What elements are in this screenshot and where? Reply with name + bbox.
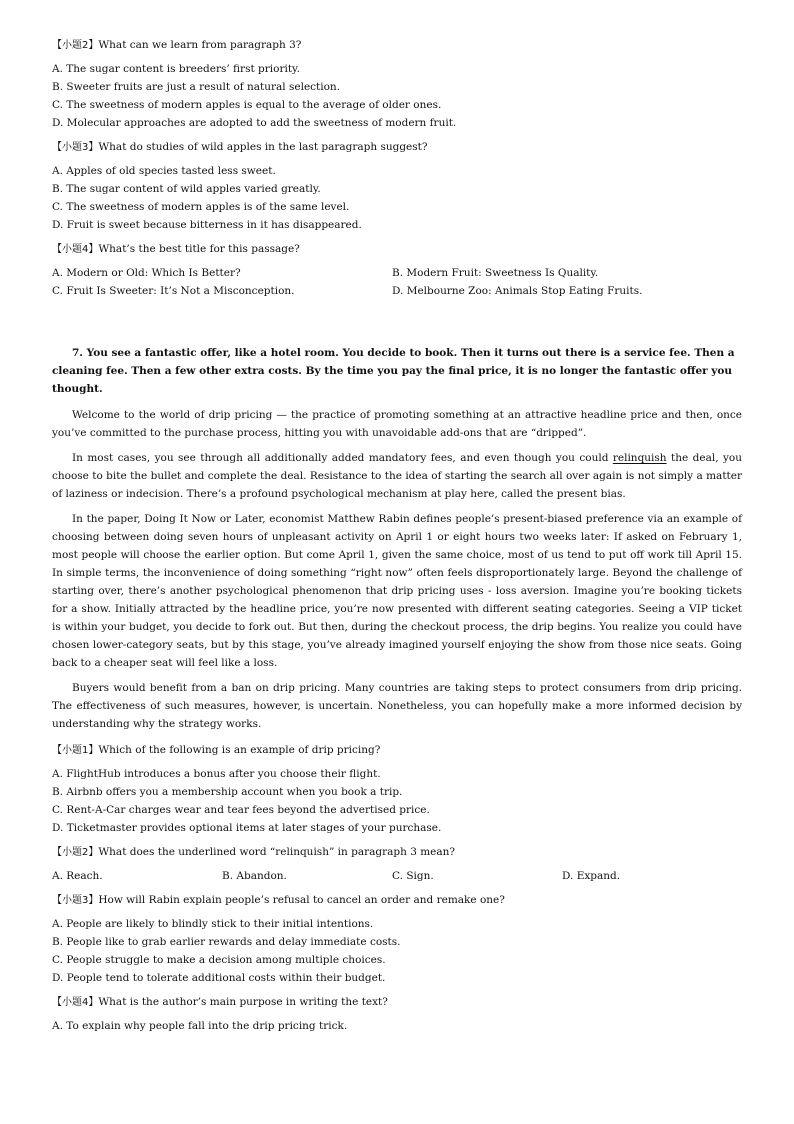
option: C. People struggle to make a decision among multiple choices. (52, 954, 386, 966)
question (52, 741, 742, 837)
question (52, 891, 742, 987)
option: C. The sweetness of modern apples is of the same level. (52, 201, 350, 213)
question-stem (52, 843, 742, 861)
option: A. The sugar content is breeders’ first priority. (52, 63, 300, 75)
document-page (52, 36, 742, 1035)
question-text: What is the author’s main purpose in writing the text? (98, 996, 388, 1008)
question-text: What does the underlined word “relinquish” in paragraph 3 mean? (98, 846, 456, 858)
option: B. Sweeter fruits are just a result of natural selection. (52, 81, 341, 93)
option-list (52, 60, 742, 132)
passage-paragraph (52, 449, 742, 503)
option: A. Apples of old species tasted less sweet. (52, 165, 276, 177)
option: C. Sign. (392, 870, 434, 882)
question (52, 843, 742, 885)
option-list (52, 162, 742, 234)
option-list (52, 915, 742, 987)
option: A. Modern or Old: Which Is Better? (52, 267, 241, 279)
option-list (52, 264, 742, 300)
option: A. Reach. (52, 870, 103, 882)
question-text: How will Rabin explain people’s refusal to cancel an order and remake one? (98, 894, 505, 906)
question-block-1 (52, 36, 742, 300)
passage-paragraph: Welcome to the world of drip pricing — the practice of promoting something at an attractive headline price and then, once you’ve committed to the purchase process, hitting you with unavoidable add-ons that are “dripped”. (52, 409, 742, 439)
option: C. Fruit Is Sweeter: It’s Not a Misconception. (52, 285, 295, 297)
question (52, 993, 742, 1035)
passage-heading: 7. You see a fantastic offer, like a hotel room. You decide to book. Then it turns out there is a service fee. Then a cleaning fee. Then a few other extra costs. By the time you pay the final price, it is no longer the fantastic offer you thought. (52, 347, 735, 395)
question-tag: 【小题2】 (52, 847, 99, 858)
question-text: Which of the following is an example of drip pricing? (98, 744, 381, 756)
question-text: What do studies of wild apples in the last paragraph suggest? (98, 141, 428, 153)
option: B. Modern Fruit: Sweetness Is Quality. (392, 267, 599, 279)
option: C. The sweetness of modern apples is equal to the average of older ones. (52, 99, 442, 111)
question-text: What’s the best title for this passage? (98, 243, 300, 255)
question-block-2 (52, 741, 742, 1035)
option: D. People tend to tolerate additional costs within their budget. (52, 972, 386, 984)
paragraph-text: the deal, you choose to bite the bullet and complete the deal. Resistance to the idea of starting the search all over again is not simply a matter of laziness or indecision. There’s a profound psychological mechanism at play here, called the present bias. (52, 452, 742, 500)
option: A. To explain why people fall into the drip pricing trick. (52, 1020, 348, 1032)
option: B. Abandon. (222, 870, 287, 882)
option: D. Expand. (562, 870, 621, 882)
option-list (52, 765, 742, 837)
passage-paragraph: Buyers would benefit from a ban on drip pricing. Many countries are taking steps to protect consumers from drip pricing. The effectiveness of such measures, however, is uncertain. Nonetheless, you can hopefully make a more informed decision by understanding why the strategy works. (52, 682, 742, 730)
question (52, 36, 742, 132)
question-stem (52, 36, 742, 54)
option-list (52, 1017, 742, 1035)
question-tag: 【小题3】 (52, 895, 99, 906)
question-stem (52, 993, 742, 1011)
question (52, 240, 742, 300)
question-stem (52, 891, 742, 909)
underlined-word: relinquish (612, 452, 667, 464)
question-tag: 【小题1】 (52, 745, 99, 756)
question-tag: 【小题4】 (52, 244, 99, 255)
question-stem (52, 138, 742, 156)
option: B. The sugar content of wild apples varied greatly. (52, 183, 321, 195)
option: A. People are likely to blindly stick to their initial intentions. (52, 918, 374, 930)
option-list (52, 867, 742, 885)
question-tag: 【小题3】 (52, 142, 99, 153)
option: D. Melbourne Zoo: Animals Stop Eating Fruits. (392, 285, 643, 297)
question-stem (52, 741, 742, 759)
question-tag: 【小题2】 (52, 40, 99, 51)
passage-paragraph: In the paper, Doing It Now or Later, economist Matthew Rabin defines people’s present-biased preference via an example of choosing between doing seven hours of unpleasant activity on April 1 or eight hours two weeks later: If asked on February 1, most people will choose the earlier option. But come April 1, given the same choice, most of us tend to put off work till April 15. In simple terms, the inconvenience of doing something “right now” often feels disproportionately large. Beyond the challenge of starting over, there’s another psychological phenomenon that drip pricing uses - loss aversion. Imagine you’re booking tickets for a show. Initially attracted by the headline price, you’re now presented with different seating categories. Seeing a VIP ticket is within your budget, you decide to fork out. But then, during the checkout process, the drip begins. You realize you could have chosen lower-category seats, but by this stage, you’ve already imagined yourself enjoying the show from those nice seats. Going back to a cheaper seat will feel like a loss. (52, 513, 742, 669)
question (52, 138, 742, 234)
paragraph-text: In most cases, you see through all additionally added mandatory fees, and even though you could (72, 452, 613, 464)
option: D. Molecular approaches are adopted to add the sweetness of modern fruit. (52, 117, 457, 129)
option: C. Rent-A-Car charges wear and tear fees beyond the advertised price. (52, 804, 430, 816)
option: B. Airbnb offers you a membership account when you book a trip. (52, 786, 403, 798)
question-stem (52, 240, 742, 258)
option: D. Ticketmaster provides optional items at later stages of your purchase. (52, 822, 442, 834)
option: D. Fruit is sweet because bitterness in it has disappeared. (52, 219, 362, 231)
question-text: What can we learn from paragraph 3? (98, 39, 302, 51)
passage-7 (52, 344, 742, 733)
option: B. People like to grab earlier rewards and delay immediate costs. (52, 936, 401, 948)
question-tag: 【小题4】 (52, 997, 99, 1008)
option: A. FlightHub introduces a bonus after you choose their flight. (52, 768, 381, 780)
